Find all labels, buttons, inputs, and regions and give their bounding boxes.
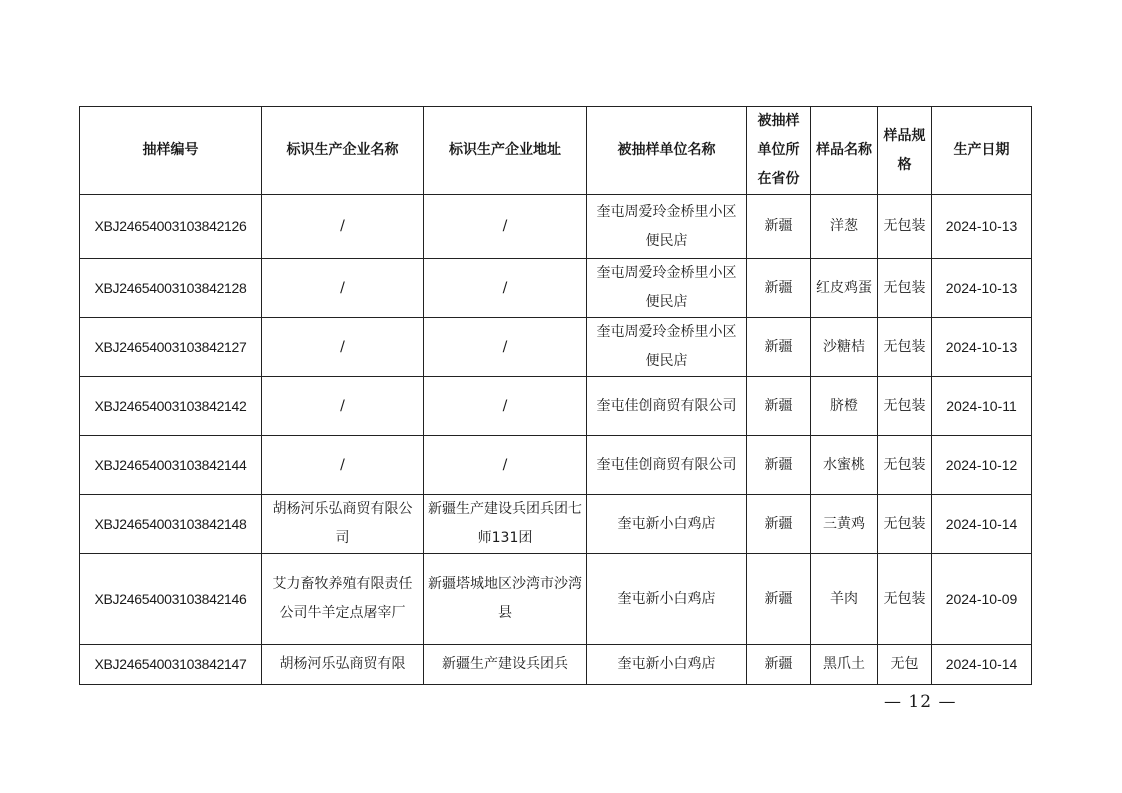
table-row bbox=[80, 377, 1032, 436]
cell-sample-name: 黑爪土 bbox=[811, 645, 878, 685]
cell-production-date: 2024-10-14 bbox=[932, 495, 1032, 554]
cell-maker-address: 新疆生产建设兵团兵团七师131团 bbox=[424, 495, 587, 554]
cell-sampled-unit: 奎屯新小白鸡店 bbox=[587, 495, 747, 554]
cell-sample-name: 红皮鸡蛋 bbox=[811, 259, 878, 318]
cell-sample-code: XBJ24654003103842146 bbox=[80, 554, 262, 645]
header-sampled-unit: 被抽样单位名称 bbox=[587, 107, 747, 195]
cell-sample-code: XBJ24654003103842142 bbox=[80, 377, 262, 436]
sample-table-container bbox=[79, 106, 1032, 685]
header-production-date: 生产日期 bbox=[932, 107, 1032, 195]
table-row bbox=[80, 195, 1032, 259]
cell-province: 新疆 bbox=[747, 436, 811, 495]
cell-maker-name: / bbox=[262, 436, 424, 495]
cell-sample-name: 羊肉 bbox=[811, 554, 878, 645]
table-row bbox=[80, 495, 1032, 554]
cell-sample-name: 洋葱 bbox=[811, 195, 878, 259]
cell-production-date: 2024-10-13 bbox=[932, 318, 1032, 377]
cell-sample-code: XBJ24654003103842127 bbox=[80, 318, 262, 377]
table-row bbox=[80, 318, 1032, 377]
cell-maker-address: / bbox=[424, 436, 587, 495]
table-row bbox=[80, 645, 1032, 685]
cell-production-date: 2024-10-09 bbox=[932, 554, 1032, 645]
cell-production-date: 2024-10-13 bbox=[932, 195, 1032, 259]
header-sample-code: 抽样编号 bbox=[80, 107, 262, 195]
cell-maker-name: / bbox=[262, 195, 424, 259]
header-maker-address: 标识生产企业地址 bbox=[424, 107, 587, 195]
cell-sampled-unit: 奎屯新小白鸡店 bbox=[587, 645, 747, 685]
table-header-row bbox=[80, 107, 1032, 195]
cell-sample-name: 水蜜桃 bbox=[811, 436, 878, 495]
cell-sampled-unit: 奎屯佳创商贸有限公司 bbox=[587, 436, 747, 495]
cell-sample-code: XBJ24654003103842148 bbox=[80, 495, 262, 554]
cell-maker-name: 艾力畜牧养殖有限责任公司牛羊定点屠宰厂 bbox=[262, 554, 424, 645]
cell-sample-name: 三黄鸡 bbox=[811, 495, 878, 554]
cell-maker-address: / bbox=[424, 195, 587, 259]
cell-province: 新疆 bbox=[747, 259, 811, 318]
cell-sample-spec: 无包装 bbox=[878, 554, 932, 645]
table-row bbox=[80, 436, 1032, 495]
cell-sampled-unit: 奎屯周爱玲金桥里小区便民店 bbox=[587, 259, 747, 318]
cell-maker-name: 胡杨河乐弘商贸有限公司 bbox=[262, 495, 424, 554]
cell-maker-address: 新疆生产建设兵团兵 bbox=[424, 645, 587, 685]
cell-maker-name: 胡杨河乐弘商贸有限 bbox=[262, 645, 424, 685]
cell-maker-address: / bbox=[424, 377, 587, 436]
sample-table bbox=[79, 106, 1032, 685]
cell-province: 新疆 bbox=[747, 645, 811, 685]
cell-sample-code: XBJ24654003103842147 bbox=[80, 645, 262, 685]
cell-sampled-unit: 奎屯佳创商贸有限公司 bbox=[587, 377, 747, 436]
header-sample-spec: 样品规格 bbox=[878, 107, 932, 195]
cell-production-date: 2024-10-14 bbox=[932, 645, 1032, 685]
cell-maker-address: 新疆塔城地区沙湾市沙湾县 bbox=[424, 554, 587, 645]
cell-maker-address: / bbox=[424, 259, 587, 318]
table-row bbox=[80, 259, 1032, 318]
cell-sample-code: XBJ24654003103842128 bbox=[80, 259, 262, 318]
cell-sampled-unit: 奎屯周爱玲金桥里小区便民店 bbox=[587, 195, 747, 259]
cell-sample-spec: 无包装 bbox=[878, 436, 932, 495]
cell-province: 新疆 bbox=[747, 195, 811, 259]
cell-sample-code: XBJ24654003103842144 bbox=[80, 436, 262, 495]
cell-sample-spec: 无包装 bbox=[878, 195, 932, 259]
table-row bbox=[80, 554, 1032, 645]
cell-sample-name: 沙糖桔 bbox=[811, 318, 878, 377]
header-province: 被抽样单位所在省份 bbox=[747, 107, 811, 195]
cell-province: 新疆 bbox=[747, 377, 811, 436]
cell-maker-name: / bbox=[262, 259, 424, 318]
cell-province: 新疆 bbox=[747, 495, 811, 554]
cell-sample-code: XBJ24654003103842126 bbox=[80, 195, 262, 259]
cell-sample-name: 脐橙 bbox=[811, 377, 878, 436]
cell-production-date: 2024-10-12 bbox=[932, 436, 1032, 495]
cell-production-date: 2024-10-13 bbox=[932, 259, 1032, 318]
cell-maker-address: / bbox=[424, 318, 587, 377]
cell-maker-name: / bbox=[262, 377, 424, 436]
cell-maker-name: / bbox=[262, 318, 424, 377]
cell-province: 新疆 bbox=[747, 554, 811, 645]
cell-sample-spec: 无包 bbox=[878, 645, 932, 685]
cell-sampled-unit: 奎屯周爱玲金桥里小区便民店 bbox=[587, 318, 747, 377]
cell-sample-spec: 无包装 bbox=[878, 318, 932, 377]
cell-province: 新疆 bbox=[747, 318, 811, 377]
cell-sample-spec: 无包装 bbox=[878, 259, 932, 318]
cell-production-date: 2024-10-11 bbox=[932, 377, 1032, 436]
header-maker-name: 标识生产企业名称 bbox=[262, 107, 424, 195]
header-sample-name: 样品名称 bbox=[811, 107, 878, 195]
cell-sample-spec: 无包装 bbox=[878, 377, 932, 436]
page-number: — 12 — bbox=[884, 692, 957, 712]
cell-sampled-unit: 奎屯新小白鸡店 bbox=[587, 554, 747, 645]
cell-sample-spec: 无包装 bbox=[878, 495, 932, 554]
